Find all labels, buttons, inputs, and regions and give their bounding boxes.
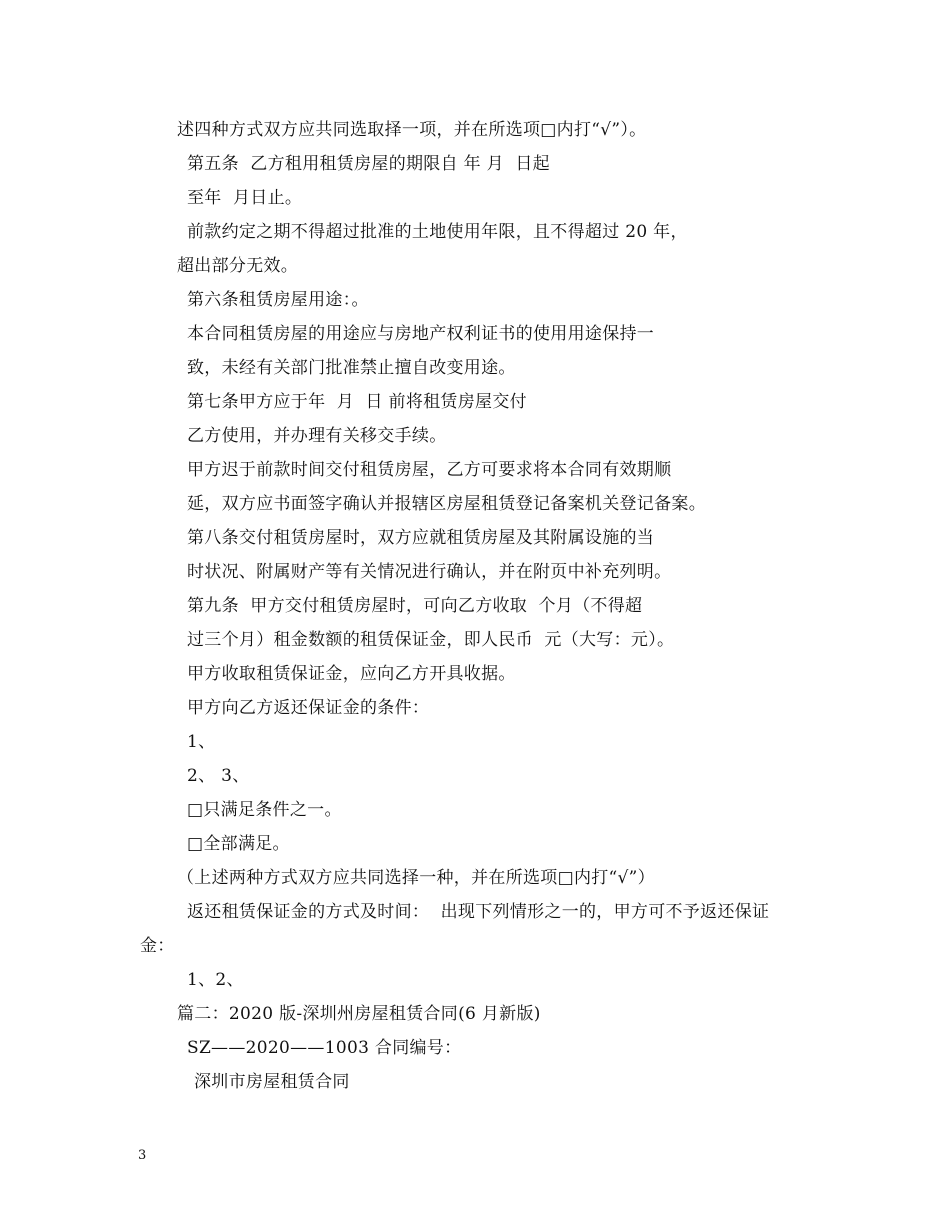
text-line: 1、2、 (187, 970, 244, 990)
text-line: 2、 3、 (187, 766, 250, 786)
text-line: 延，双方应书面签字确认并报辖区房屋租赁登记备案机关登记备案。 (187, 494, 706, 514)
page-number: 3 (138, 1148, 147, 1163)
text-line: 前款约定之期不得超过批准的土地使用年限，且不得超过 20 年， (187, 222, 688, 242)
text-line: □全部满足。 (187, 834, 290, 854)
text-line: 时状况、附属财产等有关情况进行确认，并在附页中补充列明。 (187, 562, 672, 582)
text-line: 金： (140, 936, 175, 956)
text-line: （上述两种方式双方应共同选择一种，并在所选项□内打“√”） (177, 868, 655, 888)
text-line: 第五条 乙方租用租赁房屋的期限自 年 月 日起 (187, 154, 550, 174)
text-line: 第九条 甲方交付租赁房屋时，可向乙方收取 个月（不得超 (187, 596, 643, 616)
text-line: 返还租赁保证金的方式及时间： 出现下列情形之一的，甲方可不予返还保证 (187, 902, 770, 922)
text-line: 深圳市房屋租赁合同 (194, 1072, 350, 1092)
text-line: 篇二：2020 版-深圳州房屋租赁合同(6 月新版) (177, 1004, 541, 1024)
text-line: 1、 (187, 732, 216, 752)
text-line: 超出部分无效。 (177, 256, 299, 276)
text-line: 过三个月）租金数额的租赁保证金，即人民币 元（大写：元）。 (187, 630, 675, 650)
text-line: 甲方迟于前款时间交付租赁房屋，乙方可要求将本合同有效期顺 (187, 460, 672, 480)
text-line: 述四种方式双方应共同选取择一项，并在所选项□内打“√”）。 (177, 120, 647, 140)
text-line: SZ——2020——1003 合同编号： (187, 1038, 462, 1058)
text-line: □只满足条件之一。 (187, 800, 342, 820)
text-line: 致，未经有关部门批准禁止擅自改变用途。 (187, 358, 516, 378)
text-line: 第八条交付租赁房屋时，双方应就租赁房屋及其附属设施的当 (187, 528, 655, 548)
text-line: 第七条甲方应于年 月 日 前将租赁房屋交付 (187, 392, 527, 412)
text-line: 第六条租赁房屋用途：。 (187, 290, 369, 310)
text-line: 乙方使用，并办理有关移交手续。 (187, 426, 447, 446)
text-line: 本合同租赁房屋的用途应与房地产权利证书的使用用途保持一 (187, 324, 655, 344)
text-line: 甲方收取租赁保证金，应向乙方开具收据。 (187, 664, 516, 684)
text-line: 至年 月日止。 (187, 188, 303, 208)
text-line: 甲方向乙方返还保证金的条件： (187, 698, 430, 718)
